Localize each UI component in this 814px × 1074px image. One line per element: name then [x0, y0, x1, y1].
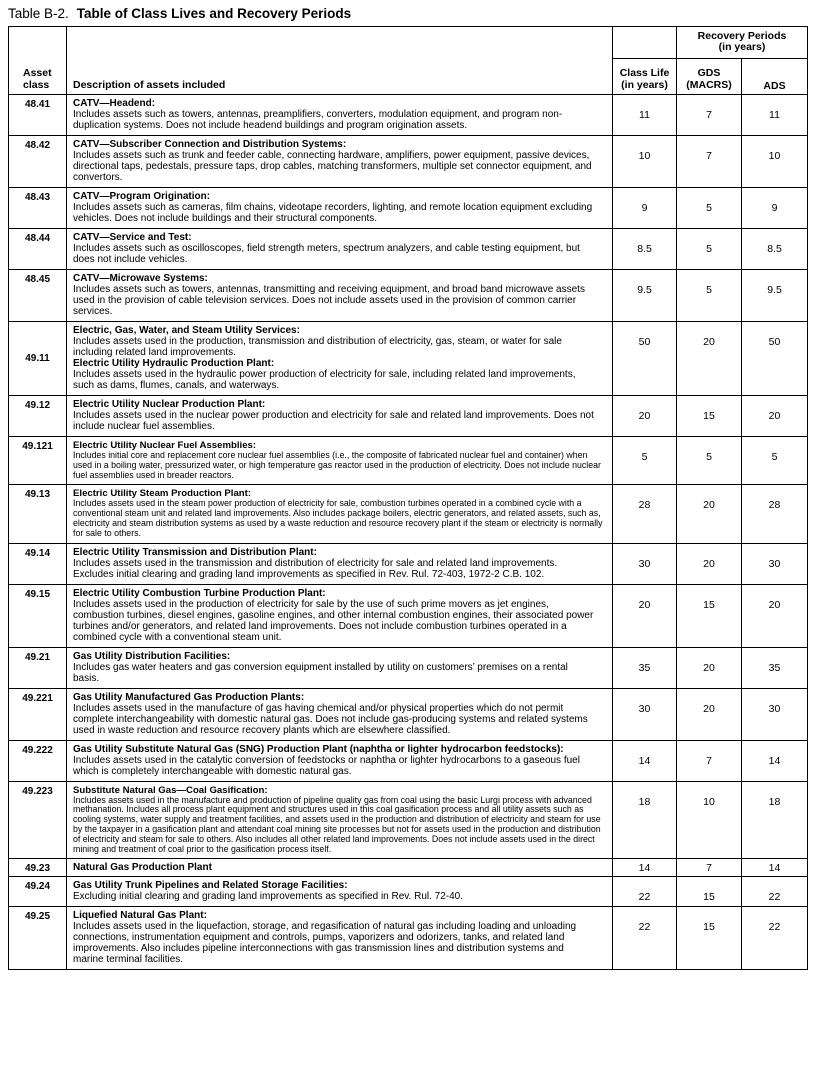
table-row — [9, 136, 808, 188]
header-recovery-periods — [677, 27, 808, 59]
class-life-cell: 8.5 — [613, 229, 677, 270]
gds-cell: 20 — [677, 322, 742, 396]
table-row — [9, 781, 808, 859]
table-row — [9, 396, 808, 437]
asset-group-body: Includes assets such as trunk and feeder cable, connecting hardware, amplifiers, power equipment, passive devices, directional taps, pedestals, pressure taps, drop cables, matching transformers, multiple set connector equipment, and convertors. — [73, 150, 592, 183]
header-asset-class-line2: class — [23, 78, 50, 91]
class-life-cell: 10 — [613, 136, 677, 188]
header-description-label: Description of assets included — [73, 78, 226, 91]
description-cell — [67, 396, 613, 437]
asset-group-body: Includes assets such as cameras, film chains, videotape recorders, lighting, and remote location equipment excluding vehicles. Does not include buildings and their structural components. — [73, 202, 593, 224]
asset-class-cell: 48.44 — [9, 229, 67, 270]
description-cell — [67, 907, 613, 970]
class-life-cell: 5 — [613, 437, 677, 485]
asset-group-title: Electric Utility Combustion Turbine Production Plant: — [73, 587, 326, 599]
ads-cell: 22 — [742, 877, 808, 907]
asset-group-title: Electric Utility Transmission and Distribution Plant: — [73, 546, 317, 558]
gds-cell: 20 — [677, 485, 742, 543]
class-life-cell: 50 — [613, 322, 677, 396]
description-cell — [67, 188, 613, 229]
asset-group-title: Gas Utility Manufactured Gas Production Plants: — [73, 691, 305, 703]
ads-cell: 30 — [742, 543, 808, 584]
description-cell — [67, 877, 613, 907]
asset-class-cell: 49.15 — [9, 584, 67, 647]
asset-group-title: Electric Utility Steam Production Plant: — [73, 488, 252, 500]
ads-cell: 11 — [742, 95, 808, 136]
gds-cell: 7 — [677, 740, 742, 781]
asset-class-cell: 49.23 — [9, 859, 67, 877]
asset-class-cell: 49.11 — [9, 322, 67, 396]
header-ads-label: ADS — [763, 79, 786, 92]
asset-group-title: Gas Utility Distribution Facilities: — [73, 650, 231, 662]
table-row — [9, 229, 808, 270]
header-row-top — [9, 27, 808, 59]
header-gds-line1: GDS — [697, 67, 721, 79]
asset-group-body: Includes assets such as towers, antennas, preamplifiers, converters, modulation equipment, and program non-duplication systems. Does not include headend buildings and program origination assets. — [73, 109, 563, 131]
asset-group-title: Substitute Natural Gas—Coal Gasification: — [73, 784, 268, 796]
asset-class-cell: 49.25 — [9, 907, 67, 970]
description-cell — [67, 322, 613, 396]
ads-cell: 20 — [742, 584, 808, 647]
class-life-cell: 14 — [613, 740, 677, 781]
description-cell — [67, 543, 613, 584]
description-cell — [67, 485, 613, 543]
gds-cell: 15 — [677, 396, 742, 437]
class-life-cell: 20 — [613, 396, 677, 437]
asset-class-cell: 49.222 — [9, 740, 67, 781]
ads-cell: 14 — [742, 740, 808, 781]
gds-cell: 20 — [677, 543, 742, 584]
asset-group-title: CATV—Service and Test: — [73, 232, 192, 243]
asset-group-body: Includes assets used in the production of electricity for sale by the use of such prime movers as jet engines, combustion turbines, diesel engines, gasoline engines, and other internal combustion engines, their associated power turbines and/or generators, and related land improvements. Does not include combustion turbines operated in a combined cycle with a conventional steam unit. — [73, 598, 594, 643]
asset-class-cell: 49.223 — [9, 781, 67, 859]
description-cell — [67, 270, 613, 322]
ads-cell: 9 — [742, 188, 808, 229]
gds-cell: 7 — [677, 136, 742, 188]
description-cell — [67, 136, 613, 188]
table-row — [9, 584, 808, 647]
asset-class-cell: 49.221 — [9, 688, 67, 740]
asset-group-body: Includes assets such as oscilloscopes, field strength meters, spectrum analyzers, and cable testing equipment, but does not include vehicles. — [73, 243, 580, 265]
class-life-cell: 35 — [613, 647, 677, 688]
header-recovery-periods-line1: Recovery Periods — [697, 29, 787, 42]
gds-cell: 20 — [677, 647, 742, 688]
table-row — [9, 485, 808, 543]
table-row — [9, 859, 808, 877]
asset-class-cell: 49.21 — [9, 647, 67, 688]
gds-cell: 15 — [677, 877, 742, 907]
asset-group-title: CATV—Microwave Systems: — [73, 273, 208, 284]
asset-group-body: Includes assets used in the steam power production of electricity for sale, combustion turbines operated in a combined cycle with a conventional steam unit and related land improvements. Also includes package boilers, electric generators, and related assets, such as, electricity and steam distribution systems as used by a waste reduction and resource recovery plant if the steam or electricity is normally for sale to others. — [73, 498, 603, 538]
description-cell — [67, 437, 613, 485]
asset-class-cell: 49.14 — [9, 543, 67, 584]
table-row — [9, 688, 808, 740]
class-life-cell: 22 — [613, 877, 677, 907]
ads-cell: 10 — [742, 136, 808, 188]
table-row — [9, 877, 808, 907]
header-asset-class-line1: Asset — [23, 67, 52, 79]
asset-class-cell: 48.43 — [9, 188, 67, 229]
description-cell — [67, 688, 613, 740]
gds-cell: 15 — [677, 907, 742, 970]
table-row — [9, 95, 808, 136]
table-row — [9, 270, 808, 322]
asset-class-cell: 48.41 — [9, 95, 67, 136]
class-life-cell: 30 — [613, 543, 677, 584]
header-class-life-line1: Class Life — [619, 67, 670, 79]
table-header — [9, 27, 808, 95]
table-row — [9, 437, 808, 485]
asset-group-title: Electric Utility Hydraulic Production Plant: — [73, 358, 275, 369]
asset-class-cell: 48.45 — [9, 270, 67, 322]
table-row — [9, 188, 808, 229]
ads-cell: 5 — [742, 437, 808, 485]
asset-group-title: Electric Utility Nuclear Fuel Assemblies: — [73, 440, 257, 451]
asset-group-title: Electric Utility Nuclear Production Plant: — [73, 399, 266, 410]
gds-cell: 5 — [677, 270, 742, 322]
asset-group-body: Includes assets used in the manufacture and production of pipeline quality gas from coal using the basic Lurgi process with advanced methanation. Includes all process plant equipment and structures used in this coal gasification process and all utility assets such as cooling systems, water supply and treatment facilities, and assets used in the production and distribution of electricity and steam for use by the taxpayer in a gasification plant and attendant coal mining site processes but not for assets used in the production and distribution of electricity and steam for sale to others. Also includes all other related land improvements. Does not include assets used in the direct mining and treatment of coal prior to the gasification process itself. — [73, 794, 601, 854]
table-row — [9, 740, 808, 781]
gds-cell: 5 — [677, 229, 742, 270]
gds-cell: 5 — [677, 188, 742, 229]
asset-group-body: Includes assets used in the liquefaction, storage, and regasification of natural gas including loading and unloading connections, instrumentation equipment and controls, pumps, vaporizers and odorizers, tanks, and related land improvements. Also includes pipeline interconnections with gas transmission lines and distribution systems and marine terminal facilities. — [73, 921, 577, 966]
asset-group-title: Gas Utility Trunk Pipelines and Related Storage Facilities: — [73, 880, 348, 892]
asset-group-title: Natural Gas Production Plant — [73, 862, 212, 874]
asset-group-title: Liquefied Natural Gas Plant: — [73, 910, 207, 922]
asset-class-cell: 49.12 — [9, 396, 67, 437]
description-cell — [67, 647, 613, 688]
ads-cell: 50 — [742, 322, 808, 396]
header-recovery-periods-line2: (in years) — [718, 41, 766, 53]
ads-cell: 20 — [742, 396, 808, 437]
description-cell — [67, 95, 613, 136]
description-cell — [67, 740, 613, 781]
table-row — [9, 647, 808, 688]
asset-group-body: Excluding initial clearing and grading land improvements as specified in Rev. Rul. 72-40. — [73, 891, 464, 903]
asset-class-cell: 48.42 — [9, 136, 67, 188]
asset-group-body: Includes assets such as towers, antennas, transmitting and receiving equipment, and broad band microwave assets used in the provision of cable television services. Does not include assets used in the provision of common carrier services. — [73, 284, 585, 317]
asset-group-body: Includes assets used in the hydraulic power production of electricity for sale, including related land improvements, such as dams, flumes, canals, and waterways. — [73, 369, 576, 391]
ads-cell: 28 — [742, 485, 808, 543]
table-row — [9, 543, 808, 584]
class-life-cell: 18 — [613, 781, 677, 859]
asset-group-title: CATV—Program Origination: — [73, 191, 211, 202]
gds-cell: 10 — [677, 781, 742, 859]
ads-cell: 18 — [742, 781, 808, 859]
table-title-text: Table of Class Lives and Recovery Periods — [76, 6, 352, 21]
header-empty-cell — [613, 27, 677, 59]
asset-group-body: Includes assets used in the manufacture of gas having chemical and/or physical properties which do not permit complete interchangeability with domestic natural gas. Does not include gas-producing systems and related systems used in waste reduction and resource recovery plants which are elsewhere classified. — [73, 702, 588, 736]
class-life-cell: 22 — [613, 907, 677, 970]
asset-group-title: Gas Utility Substitute Natural Gas (SNG) Production Plant (naphtha or lighter hydrocarbon feedstocks): — [73, 743, 564, 755]
asset-class-cell: 49.13 — [9, 485, 67, 543]
ads-cell: 8.5 — [742, 229, 808, 270]
description-cell — [67, 859, 613, 877]
header-class-life-line2: (in years) — [621, 78, 668, 91]
header-class-life — [613, 59, 677, 95]
asset-group-body: Includes gas water heaters and gas conversion equipment installed by utility on customers’ premises on a rental basis. — [73, 661, 568, 684]
header-gds — [677, 59, 742, 95]
gds-cell: 20 — [677, 688, 742, 740]
gds-cell: 7 — [677, 95, 742, 136]
ads-cell: 30 — [742, 688, 808, 740]
header-ads — [742, 59, 808, 95]
asset-class-cell: 49.121 — [9, 437, 67, 485]
asset-group-body: Includes assets used in the transmission and distribution of electricity for sale and related land improvements. Excludes initial clearing and grading land improvements as specified in Rev. Rul. 72-403, 1972-2 C.B. 102. — [73, 557, 558, 580]
table-row — [9, 907, 808, 970]
asset-group-body: Includes initial core and replacement core nuclear fuel assemblies (i.e., the composite of fabricated nuclear fuel and container) when used in a boiling water, pressurized water, or high temperature gas reactor used in the production of electricity. Does not include nuclear fuel assemblies used in breader reactors. — [73, 450, 601, 480]
asset-group-title: CATV—Headend: — [73, 98, 156, 109]
asset-group-body: Includes assets used in the production, transmission and distribution of electricity, gas, steam, or water for sale including related land improvements. — [73, 336, 562, 358]
ads-cell: 22 — [742, 907, 808, 970]
asset-group-body: Includes assets used in the catalytic conversion of feedstocks or naphtha or lighter hydrocarbons to a gaseous fuel which is completely interchangeable with domestic natural gas. — [73, 754, 580, 777]
table-body — [9, 95, 808, 970]
ads-cell: 35 — [742, 647, 808, 688]
ads-cell: 9.5 — [742, 270, 808, 322]
description-cell — [67, 781, 613, 859]
class-life-cell: 30 — [613, 688, 677, 740]
header-asset-class — [9, 27, 67, 95]
gds-cell: 7 — [677, 859, 742, 877]
table-row — [9, 322, 808, 396]
asset-group-body: Includes assets used in the nuclear power production and electricity for sale and related land improvements. Does not include nuclear fuel assemblies. — [73, 410, 594, 432]
ads-cell: 14 — [742, 859, 808, 877]
class-lives-table — [8, 26, 808, 970]
class-life-cell: 28 — [613, 485, 677, 543]
asset-class-cell: 49.24 — [9, 877, 67, 907]
page-title — [8, 6, 807, 21]
class-life-cell: 20 — [613, 584, 677, 647]
description-cell — [67, 229, 613, 270]
asset-group-title: CATV—Subscriber Connection and Distribution Systems: — [73, 139, 347, 150]
class-life-cell: 9.5 — [613, 270, 677, 322]
class-life-cell: 11 — [613, 95, 677, 136]
header-description — [67, 27, 613, 95]
description-cell — [67, 584, 613, 647]
class-life-cell: 9 — [613, 188, 677, 229]
gds-cell: 5 — [677, 437, 742, 485]
class-life-cell: 14 — [613, 859, 677, 877]
asset-group-title: Electric, Gas, Water, and Steam Utility Services: — [73, 325, 300, 336]
gds-cell: 15 — [677, 584, 742, 647]
header-gds-line2: (MACRS) — [686, 78, 732, 91]
table-number-label: Table B-2. — [8, 6, 69, 21]
